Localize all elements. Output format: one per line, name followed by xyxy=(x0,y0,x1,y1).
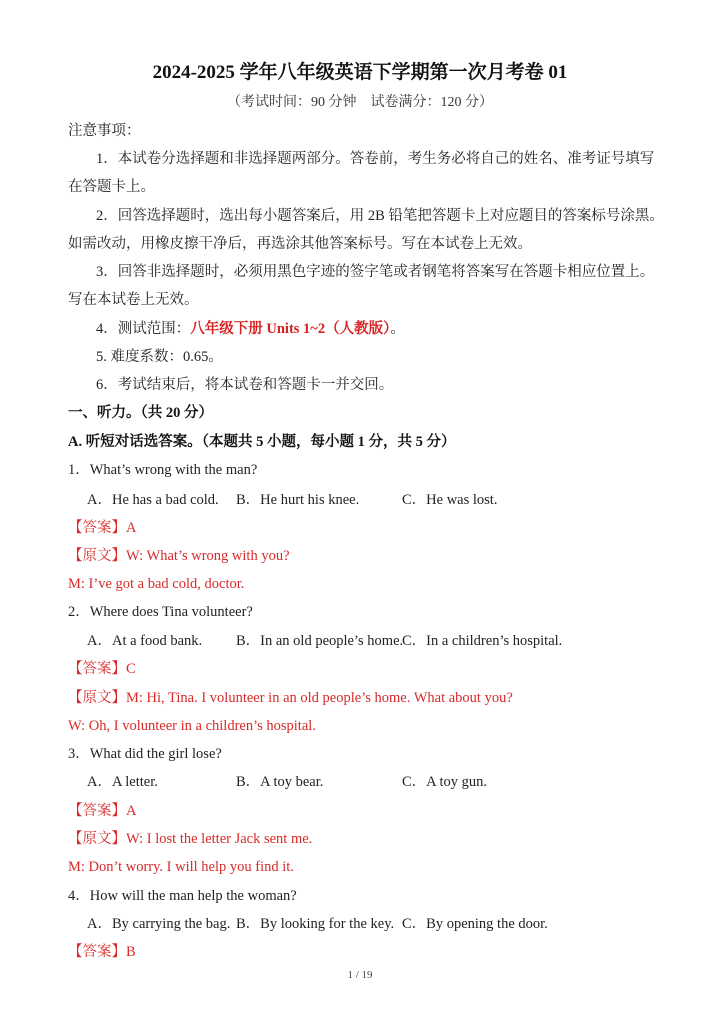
note-1-line-2: 在答题卡上。 xyxy=(68,179,155,195)
question-2-option-c: C．In a children’s hospital. xyxy=(402,633,563,649)
section-heading: 一、听力。（共 20 分） xyxy=(68,405,213,421)
question-1-option-c: C．He was lost. xyxy=(402,492,498,508)
note-2-line-2: 如需改动，用橡皮擦干净后，再选涂其他答案标号。写在本试卷上无效。 xyxy=(68,236,532,252)
question-3-script-line-1: 【原文】W: I lost the letter Jack sent me. xyxy=(68,831,313,847)
question-2-stem: 2．Where does Tina volunteer? xyxy=(68,604,253,620)
note-4-suffix: 。 xyxy=(390,321,405,337)
question-4-option-c: C．By opening the door. xyxy=(402,916,548,932)
question-4-option-b: B．By looking for the key. xyxy=(236,916,395,932)
test-scope: 八年级下册 Units 1~2（人教版） xyxy=(190,321,391,337)
question-3-stem: 3．What did the girl lose? xyxy=(68,746,222,762)
page-number: 1 / 19 xyxy=(347,969,373,981)
question-3-option-a: A．A letter. xyxy=(87,774,158,790)
notes-heading: 注意事项： xyxy=(68,123,141,139)
question-1-script-line-2: M: I’ve got a bad cold, doctor. xyxy=(68,576,245,592)
question-1-answer: 【答案】A xyxy=(68,520,137,536)
question-2-option-b: B．In an old people’s home. xyxy=(236,633,404,649)
note-5: 5. 难度系数：0.65。 xyxy=(96,349,223,365)
question-3-answer: 【答案】A xyxy=(68,803,137,819)
question-1-option-b: B．He hurt his knee. xyxy=(236,492,360,508)
question-3-option-c: C．A toy gun. xyxy=(402,774,487,790)
note-3-line-1: 3．回答非选择题时，必须用黑色字迹的签字笔或者钢笔将答案写在答题卡相应位置上。 xyxy=(96,264,655,280)
question-2-script-line-1: 【原文】M: Hi, Tina. I volunteer in an old people’s home. What about you? xyxy=(68,690,513,706)
question-1-option-a: A．He has a bad cold. xyxy=(87,492,219,508)
note-6: 6．考试结束后，将本试卷和答题卡一并交回。 xyxy=(96,377,394,393)
question-1-stem: 1．What’s wrong with the man? xyxy=(68,462,258,478)
question-2-answer: 【答案】C xyxy=(68,661,136,677)
part-a-heading: A. 听短对话选答案。（本题共 5 小题，每小题 1 分，共 5 分） xyxy=(68,434,456,450)
question-4-stem: 4．How will the man help the woman? xyxy=(68,888,297,904)
question-4-option-a: A．By carrying the bag. xyxy=(87,916,231,932)
question-3-option-b: B．A toy bear. xyxy=(236,774,324,790)
note-1-line-1: 1．本试卷分选择题和非选择题两部分。答卷前，考生务必将自己的姓名、准考证号填写 xyxy=(96,151,655,167)
question-3-script-line-2: M: Don’t worry. I will help you find it. xyxy=(68,859,294,875)
exam-info: （考试时间：90 分钟 试卷满分：120 分） xyxy=(227,95,493,110)
question-2-option-a: A．At a food bank. xyxy=(87,633,203,649)
question-2-script-line-2: W: Oh, I volunteer in a children’s hospital. xyxy=(68,718,316,734)
note-4 xyxy=(96,319,405,339)
note-2-line-1: 2．回答选择题时，选出每小题答案后，用 2B 铅笔把答题卡上对应题目的答案标号涂黑。 xyxy=(96,208,664,224)
note-4-prefix: 4．测试范围： xyxy=(96,321,191,337)
page-title: 2024-2025 学年八年级英语下学期第一次月考卷 01 xyxy=(152,62,568,83)
question-4-answer: 【答案】B xyxy=(68,944,136,960)
question-1-script-line-1: 【原文】W: What’s wrong with you? xyxy=(68,548,290,564)
note-3-line-2: 写在本试卷上无效。 xyxy=(68,292,199,308)
